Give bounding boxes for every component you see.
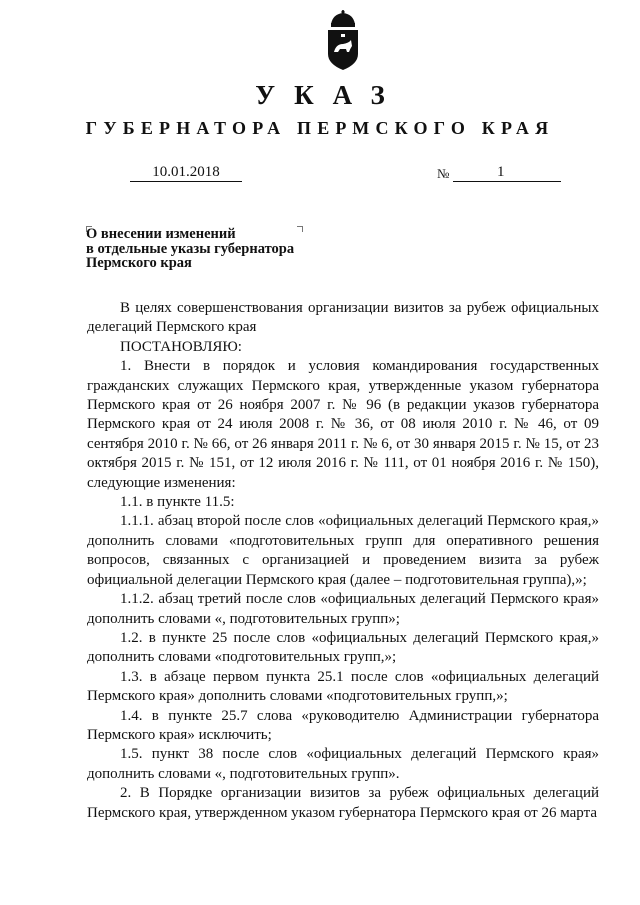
body-paragraph: ПОСТАНОВЛЯЮ: bbox=[120, 338, 242, 355]
document-title: УКАЗ bbox=[255, 80, 404, 110]
document-date: 10.01.2018 bbox=[130, 162, 242, 182]
body-paragraph: 1.1.2. абзац третий после слов «официальных делегаций Пермского края» дополнить словами «, подготовительных групп»; bbox=[87, 591, 599, 627]
body-paragraph: 1.2. в пункте 25 после слов «официальных делегаций Пермского края,» дополнить словами «подготовительных групп,»; bbox=[87, 629, 599, 666]
number-label: № bbox=[437, 166, 450, 181]
document-body bbox=[87, 299, 599, 823]
perm-krai-coat-of-arms-icon bbox=[324, 10, 362, 72]
heading-line: О внесении изменений bbox=[86, 226, 236, 242]
document-heading bbox=[86, 227, 346, 271]
body-paragraph: 1.1. в пункте 11.5: bbox=[120, 494, 235, 511]
body-paragraph: 1.5. пункт 38 после слов «официальных делегаций Пермского края» дополнить словами «, подготовительных групп». bbox=[87, 746, 599, 782]
heading-line: Пермского края bbox=[86, 255, 192, 271]
body-paragraph: 1. Внести в порядок и условия командирования государственных гражданских служащих Пермского края, утвержденные указом губернатора Пермского края от 26 ноября 2007 г. № 96 (в редакции указов губернатора Пермского края от 24 июля 2008 г. № 36, от 08 июля 2010 г. № 46, от 09 сентября 2010 г. № 66, от 26 января 2011 г. № 6, от 30 января 2015 г. № 15, от 23 октября 2015 г. № 151, от 12 июля 2016 г. № 111, от 01 ноября 2016 г. № 150), следующие изменения: bbox=[87, 358, 599, 491]
body-paragraph: В целях совершенствования организации визитов за рубеж официальных делегаций Пермского края bbox=[87, 300, 599, 336]
body-paragraph: 1.4. в пункте 25.7 слова «руководителю Администрации губернатора Пермского края» исключить; bbox=[87, 707, 599, 743]
body-paragraph: 1.3. в абзаце первом пункта 25.1 после слов «официальных делегаций Пермского края» дополнить словами «подготовительных групп,»; bbox=[87, 668, 599, 705]
heading-line: в отдельные указы губернатора bbox=[86, 240, 295, 257]
body-paragraph: 2. В Порядке организации визитов за рубеж официальных делегаций Пермского края, утвержденном указом губернатора Пермского края от 26 марта bbox=[87, 785, 599, 821]
document-subtitle: ГУБЕРНАТОРА ПЕРМСКОГО КРАЯ bbox=[85, 118, 555, 138]
body-paragraph: 1.1.1. абзац второй после слов «официальных делегаций Пермского края,» дополнить словами «подготовительных групп для оперативного решения вопросов, связанных с организацией и проведением визита за рубеж официальной делегации Пермского края (далее – подготовительная группа),»; bbox=[87, 513, 599, 588]
document-number: 1 bbox=[453, 162, 561, 182]
